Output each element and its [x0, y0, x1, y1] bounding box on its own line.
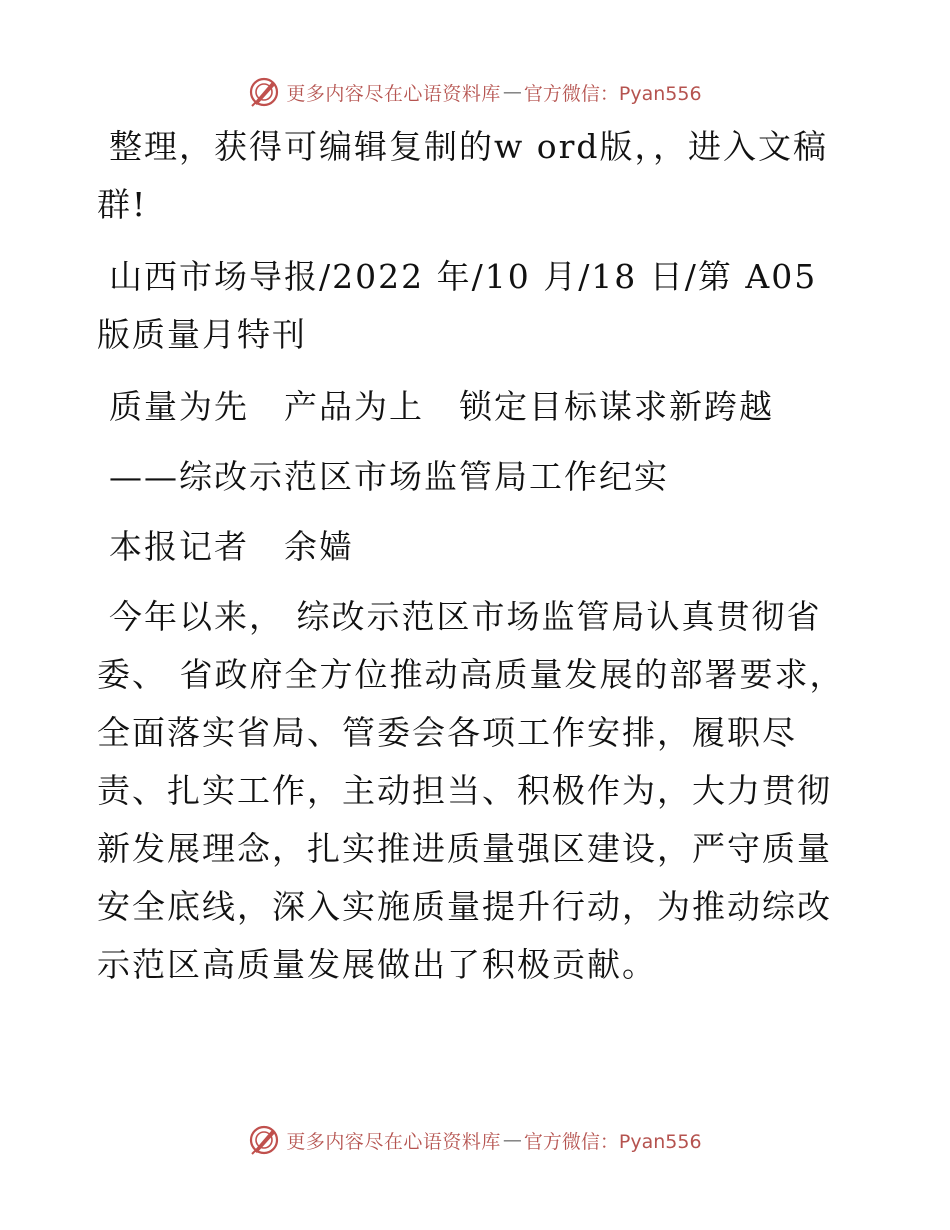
article-subtitle: ——综改示范区市场监管局工作纪实 [109, 457, 669, 496]
banner-separator: — [502, 81, 522, 103]
footer-banner [0, 1120, 950, 1160]
byline: 本报记者 余嫱 [109, 527, 354, 566]
banner-separator: — [502, 1129, 522, 1151]
banner-wechat-text: 官方微信：Pyan556 [523, 82, 702, 105]
banner-main-text: 更多内容尽在心语资料库 [286, 1130, 501, 1153]
header-banner [0, 72, 950, 112]
quill-pen-logo-icon [248, 1124, 280, 1156]
banner-main-text: 更多内容尽在心语资料库 [286, 82, 501, 105]
body-paragraph: 今年以来， 综改示范区市场监管局认真贯彻省委、 省政府全方位推动高质量发展的部署要求，全面落实省局、管委会各项工作安排，履职尽责、扎实工作，主动担当、积极作为，大力贯彻新发展理念，扎实推进质量强区建设，严守质量安全底线，深入实施质量提升行动，为推动综改示范区高质量发展做出了积极贡献。 [97, 597, 845, 984]
source-line: 山西市场导报/2022 年/10 月/18 日/第 A05 版质量月特刊 [97, 257, 818, 354]
banner-wechat-text: 官方微信：Pyan556 [523, 1130, 702, 1153]
article-title: 质量为先 产品为上 锁定目标谋求新跨越 [109, 387, 774, 426]
intro-paragraph: 整理，获得可编辑复制的w ord版，，进入文稿群! [97, 127, 829, 224]
quill-pen-logo-icon [248, 76, 280, 108]
document-body [97, 118, 857, 1008]
